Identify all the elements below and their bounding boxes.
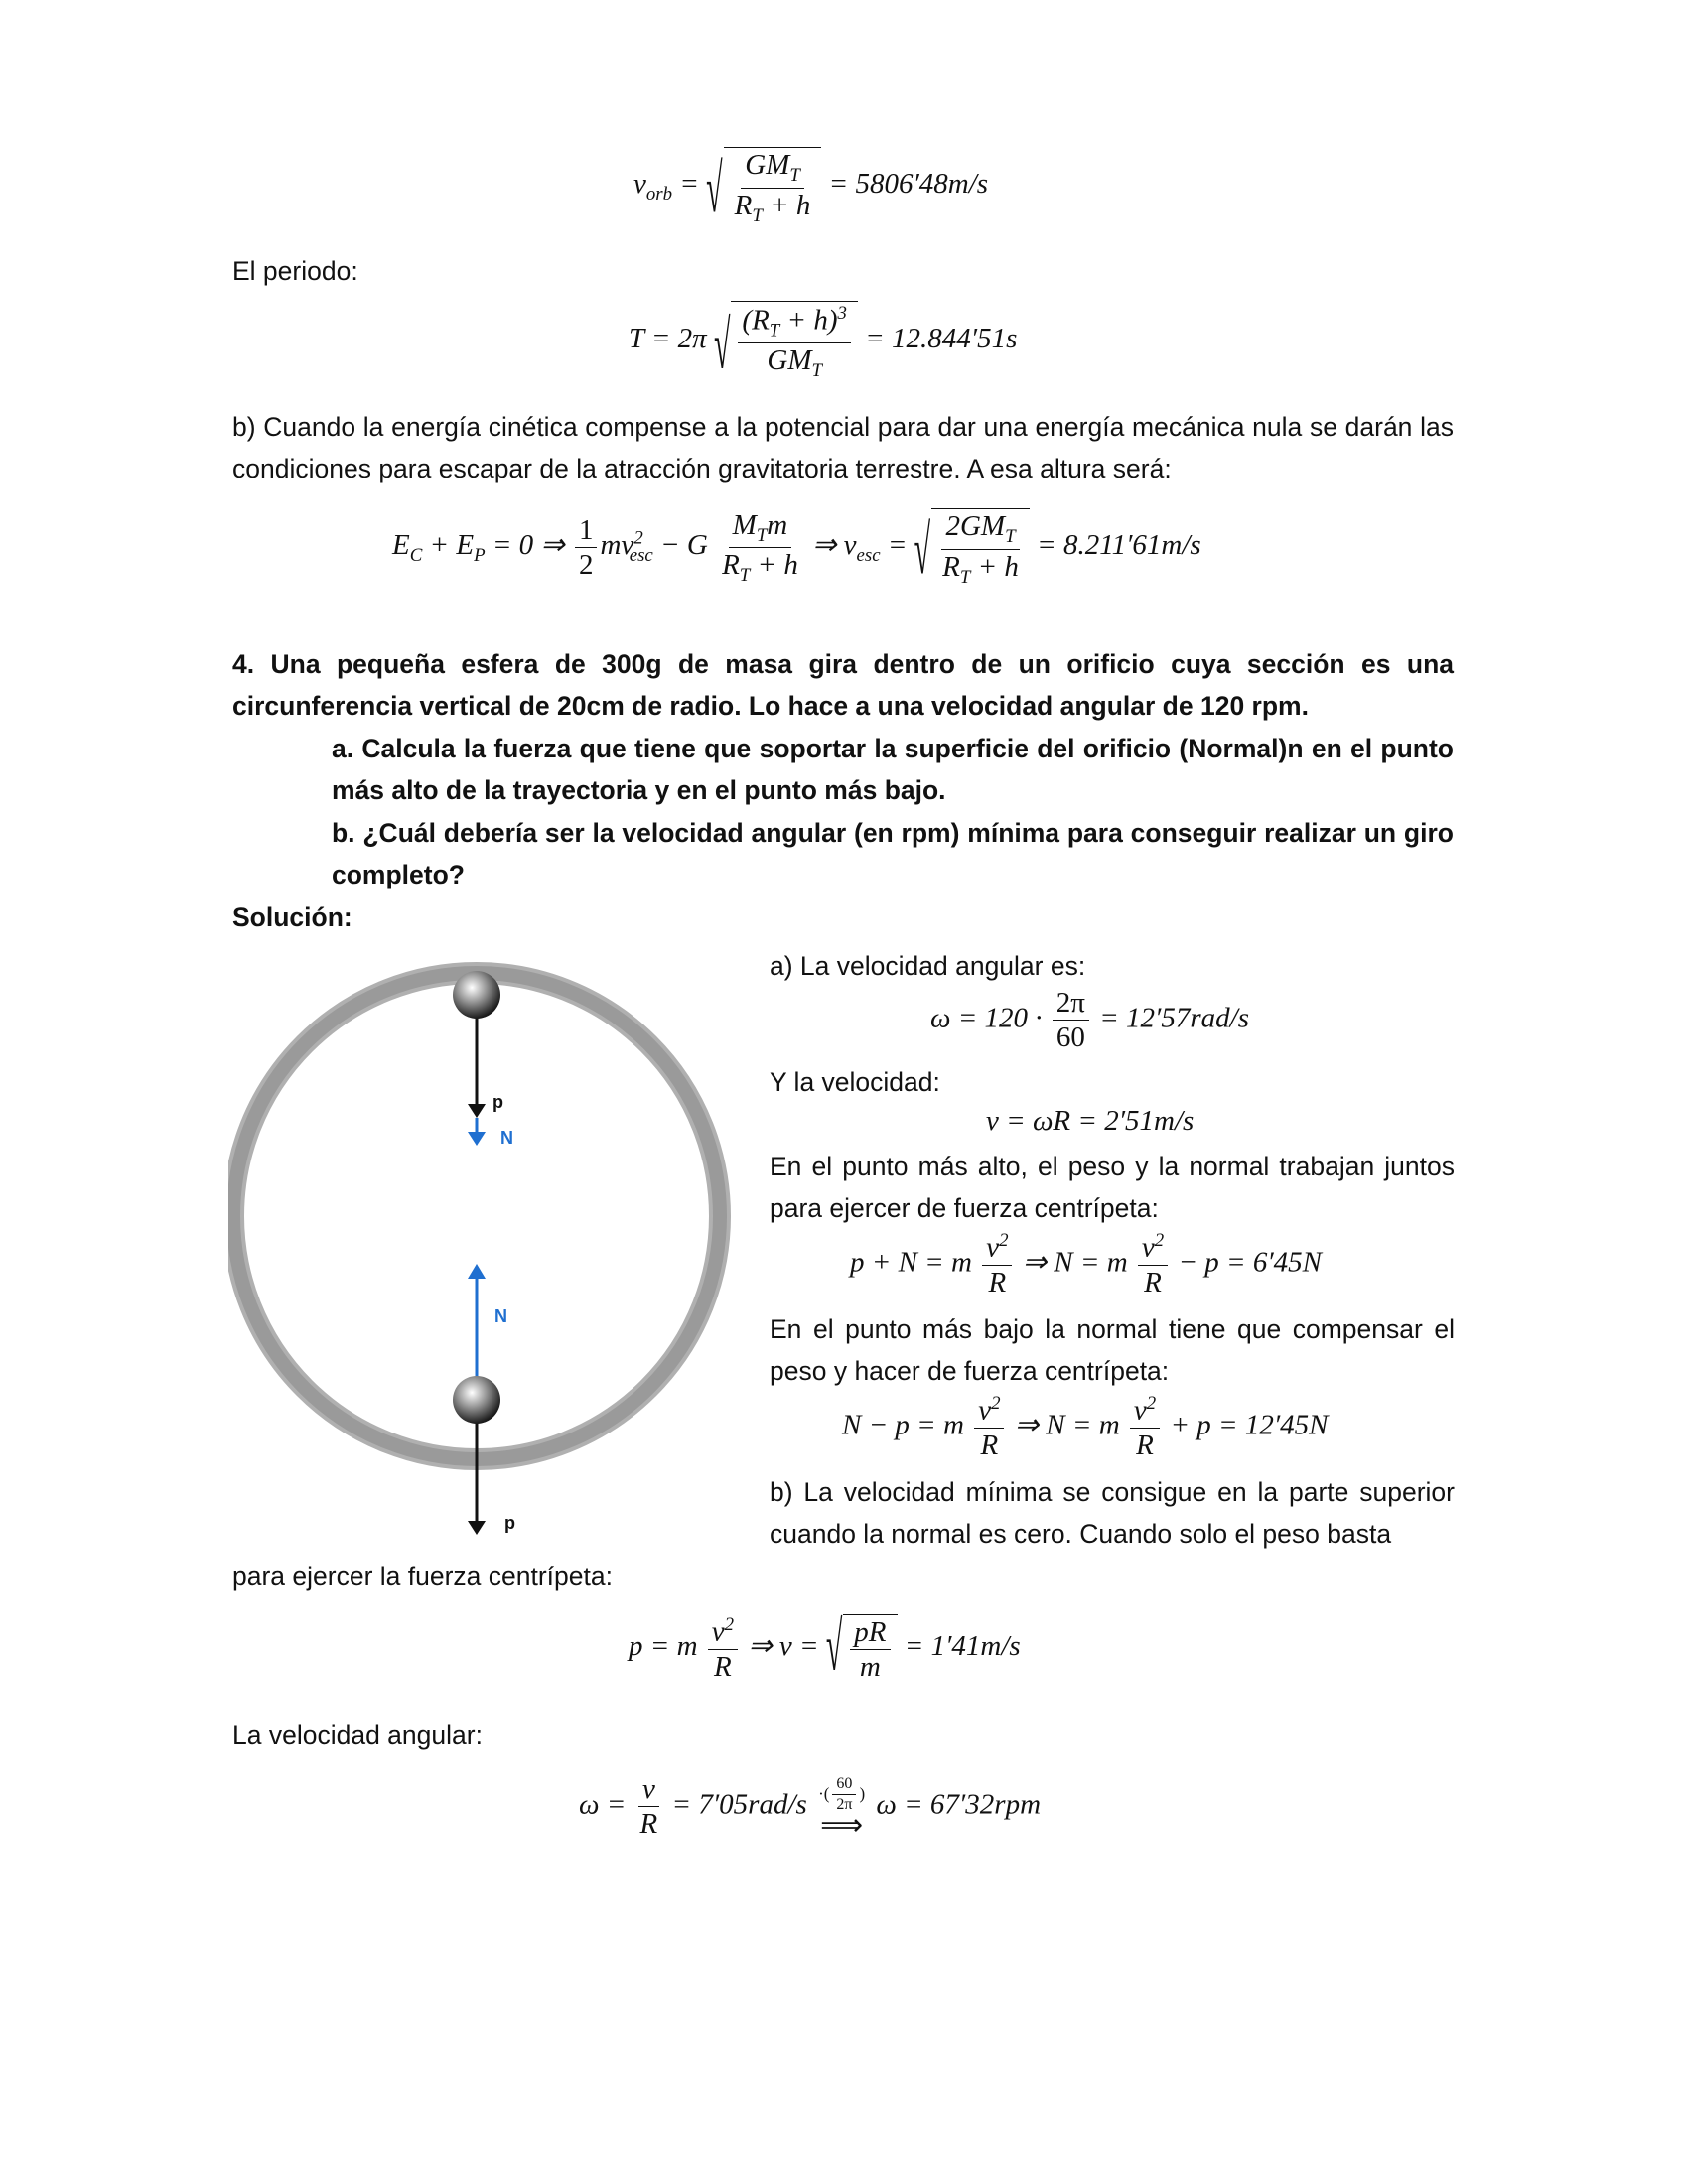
angular-velocity-intro: a) La velocidad angular es: (770, 951, 1086, 981)
continuation-text: para ejercer la fuerza centrípeta: (232, 1562, 613, 1591)
weight-arrow-top-head (468, 1104, 486, 1118)
label-p-top: p (492, 1092, 503, 1112)
problem-4-statement: 4. Una pequeña esfera de 300g de masa gira dentro de un orificio cuya sección es una circunferencia vertical de 20cm de radio. Lo hace a una velocidad angular de 120 rpm. (232, 649, 1454, 721)
equation-escape-velocity: $E_C + E_P = 0$ ⇒ $\frac{1}{2}$ $mv^2_{esc} - G$ $\frac{M_Tm}{R_T + h}$ ⇒ $v_{esc}$ = √ $\frac{2GM_T}{R_T + h}$ = 8.211′61m/s (392, 508, 1201, 590)
ball-top (453, 971, 500, 1019)
conversion-arrow: ·( $\frac{60}{2\pi}$ ) ⟹ (818, 1774, 866, 1843)
bottom-point-text: En el punto más bajo la normal tiene que compensar el peso y hacer de fuerza centrípeta: (770, 1314, 1455, 1386)
equation-min-velocity: p = m $\frac{v^2}{R}$ ⇒ v = √ $\frac{pR}{m}$ = 1′41m/s (629, 1609, 1021, 1686)
equation-bottom-point: N − p = m $\frac{v^2}{R}$ ⇒ N = m $\frac{v^2}{R}$ + p = 12′45N (842, 1393, 1329, 1462)
angular-velocity-label: La velocidad angular: (232, 1720, 483, 1750)
ball-bottom (453, 1376, 500, 1424)
equation-v: v = ωR = 2′51m/s (986, 1105, 1195, 1137)
top-point-text: En el punto más alto, el peso y la normal trabajan juntos para ejercer de fuerza centrípeta: (770, 1152, 1455, 1223)
normal-arrow-top-head (468, 1132, 486, 1146)
equation-orbital-velocity: $v_{orb}$ = √ $\frac{GM_T}{R_T + h}$ = 5806′48m/s (633, 149, 989, 228)
y-la-velocidad: Y la velocidad: (770, 1067, 940, 1097)
label-N-top: N (500, 1128, 513, 1148)
equation-final-rpm: ω = $\frac{v}{R}$ = 7′05rad/s ·( $\frac{60}{2\pi}$ ) ⟹ ω = 67′32rpm (579, 1773, 1042, 1843)
weight-arrow-bottom-head (468, 1521, 486, 1535)
part-b-paragraph: b) Cuando la energía cinética compense a la potencial para dar una energía mecánica nula se darán las condiciones para escapar de la atracción gravitatoria terrestre. A esa altura será: (232, 412, 1454, 483)
problem-4-part-b: b. ¿Cuál debería ser la velocidad angular (en rpm) mínima para conseguir realizar un giro completo? (332, 818, 1454, 889)
ring-diagram (228, 953, 745, 1569)
problem-4-part-a: a. Calcula la fuerza que tiene que soportar la superficie del orificio (Normal)n en el punto más alto de la trayectoria y en el punto más bajo. (332, 734, 1454, 805)
label-N-bottom: N (494, 1306, 507, 1326)
periodo-label: El periodo: (232, 256, 358, 286)
equation-period: T = 2π √ $\frac{(R_T + h)^3}{GM_T}$ = 12.844′51s (629, 303, 1018, 384)
label-p-bottom: p (504, 1513, 515, 1533)
equation-top-point: p + N = m $\frac{v^2}{R}$ ⇒ N = m $\frac{v^2}{R}$ − p = 6′45N (850, 1230, 1323, 1299)
equation-omega: ω = 120 · $\frac{2\pi}{60}$ = 12′57rad/s (930, 987, 1249, 1054)
solution-label: Solución: (232, 902, 352, 932)
part-b-solution-text: b) La velocidad mínima se consigue en la parte superior cuando la normal es cero. Cuando solo el peso basta (770, 1477, 1455, 1549)
normal-arrow-bottom-head (468, 1264, 486, 1279)
